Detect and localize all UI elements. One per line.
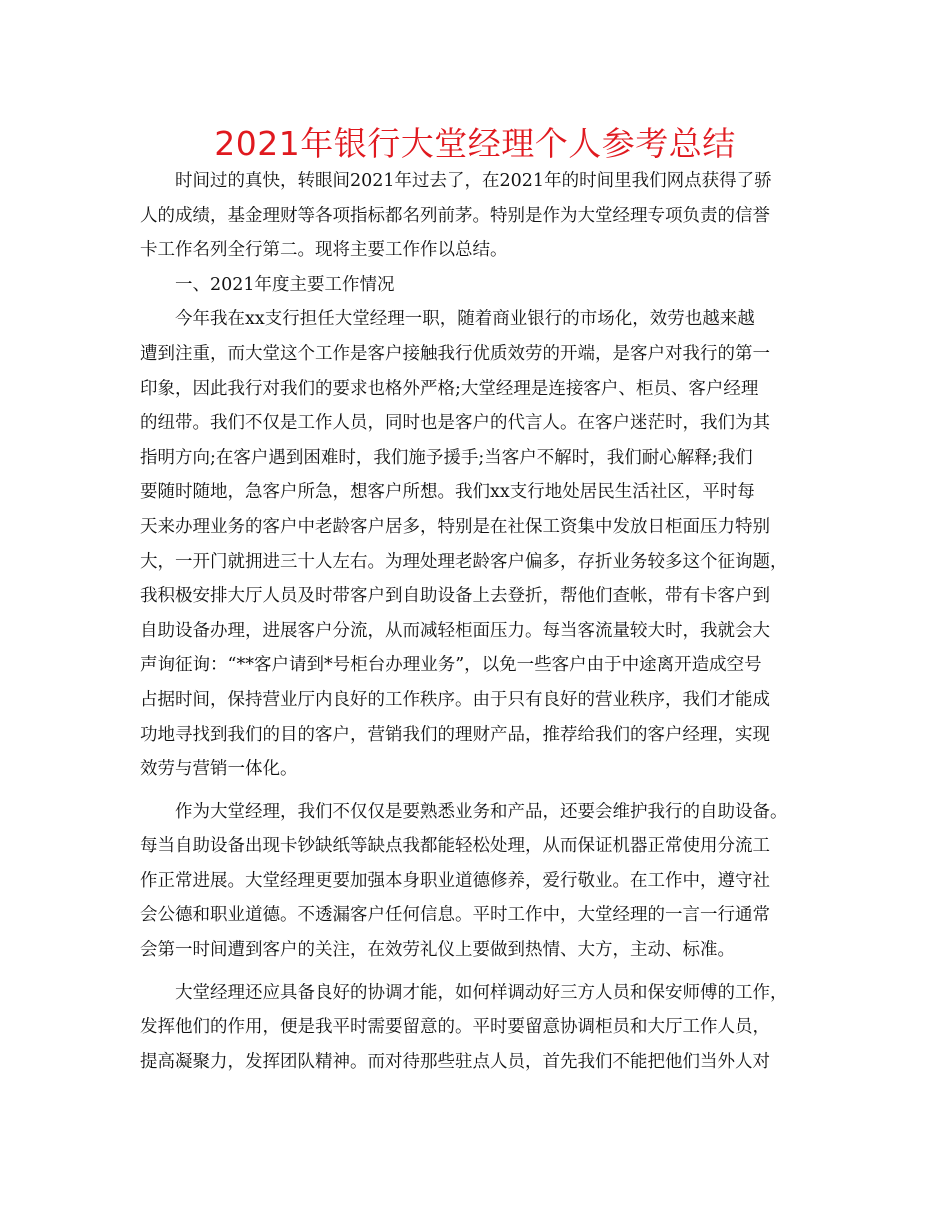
text-line: 效劳与营销一体化。	[140, 759, 298, 780]
paragraph-self-service	[140, 795, 830, 968]
text-line: 会第一时间遭到客户的关注，在效劳礼仪上要做到热情、大方，主动、标准。	[140, 940, 735, 961]
text-line: 要随时随地，急客户所急，想客户所想。我们xx支行地处居民生活社区，平时每	[140, 482, 755, 503]
document-title: 2021年银行大堂经理个人参考总结	[214, 124, 736, 163]
text-line: 大堂经理还应具备良好的协调才能，如何样调动好三方人员和保安师傅的工作，	[175, 982, 788, 1003]
text-line: 一、2021年度主要工作情况	[175, 274, 395, 295]
text-line: 作为大堂经理，我们不仅仅是要熟悉业务和产品，还要会维护我行的自助设备。	[175, 801, 788, 822]
text-line: 自助设备办理，进展客户分流，从而减轻柜面压力。每当客流量较大时，我就会大	[140, 620, 770, 641]
text-line: 每当自助设备出现卡钞缺纸等缺点我都能轻松处理，从而保证机器正常使用分流工	[140, 836, 770, 857]
text-line: 提高凝聚力，发挥团队精神。而对待那些驻点人员，首先我们不能把他们当外人对	[140, 1051, 770, 1072]
text-line: 今年我在xx支行担任大堂经理一职，随着商业银行的市场化，效劳也越来越	[175, 309, 755, 330]
text-line: 发挥他们的作用，便是我平时需要留意的。平时要留意协调柜员和大厅工作人员，	[140, 1017, 770, 1038]
paragraph-intro	[140, 164, 830, 268]
text-line: 天来办理业务的客户中老龄客户居多，特别是在社保工资集中发放日柜面压力特别	[140, 516, 770, 537]
paragraph-spacer	[140, 968, 830, 976]
document-body	[140, 164, 830, 1079]
text-line: 大，一开门就拥进三十人左右。为理处理老龄客户偏多，存折业务较多这个征询题，	[140, 551, 788, 572]
paragraph-coordination	[140, 976, 830, 1080]
text-line: 时间过的真快，转眼间2021年过去了，在2021年的时间里我们网点获得了骄	[175, 171, 772, 191]
text-line: 人的成绩，基金理财等各项指标都名列前茅。特别是作为大堂经理专项负责的信誉	[140, 205, 770, 226]
text-line: 占据时间，保持营业厅内良好的工作秩序。由于只有良好的营业秩序，我们才能成	[140, 689, 770, 710]
text-line: 遭到注重，而大堂这个工作是客户接触我行优质效劳的开端，是客户对我行的第一	[140, 343, 770, 364]
text-line: 作正常进展。大堂经理更要加强本身职业道德修养，爱行敬业。在工作中，遵守社	[140, 870, 770, 891]
text-line: 声询征询：“**客户请到*号柜台办理业务”，以免一些客户由于中途离开造成空号	[140, 655, 762, 676]
text-line: 功地寻找到我们的目的客户，营销我们的理财产品，推荐给我们的客户经理，实现	[140, 724, 770, 745]
text-line: 的纽带。我们不仅是工作人员，同时也是客户的代言人。在客户迷茫时，我们为其	[140, 413, 770, 434]
text-line: 我积极安排大厅人员及时带客户到自助设备上去登折，帮他们查帐，带有卡客户到	[140, 586, 770, 607]
paragraph-work-summary	[140, 302, 830, 786]
text-line: 会公德和职业道德。不透漏客户任何信息。平时工作中，大堂经理的一言一行通常	[140, 905, 770, 926]
section-heading	[140, 268, 830, 303]
text-line: 指明方向;在客户遇到困难时，我们施予援手;当客户不解时，我们耐心解释;我们	[140, 447, 753, 468]
text-line: 印象，因此我行对我们的要求也格外严格;大堂经理是连接客户、柜员、客户经理	[140, 378, 759, 399]
text-line: 卡工作名列全行第二。现将主要工作作以总结。	[140, 240, 508, 261]
paragraph-spacer	[140, 787, 830, 795]
